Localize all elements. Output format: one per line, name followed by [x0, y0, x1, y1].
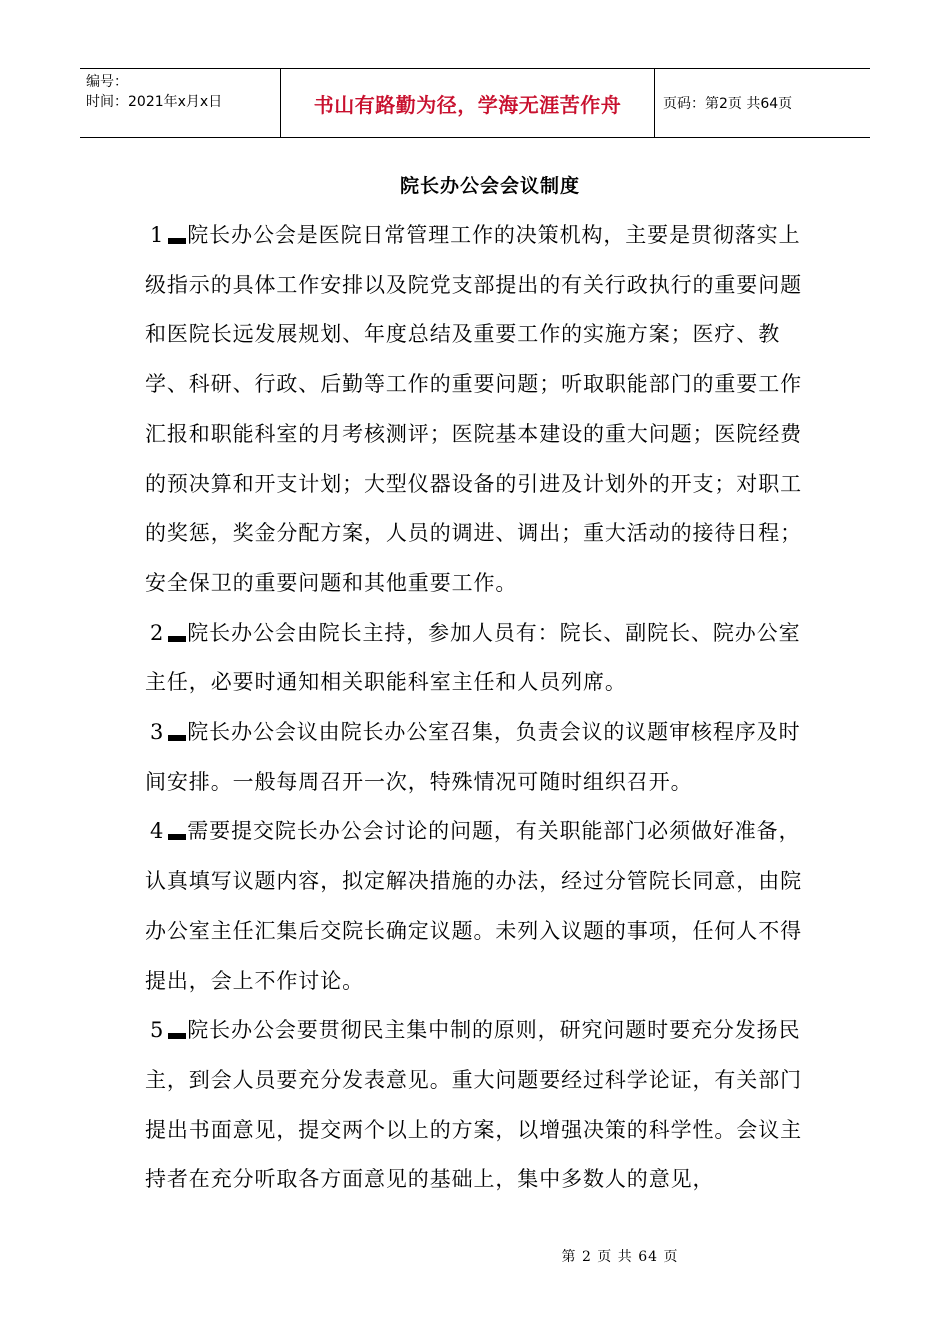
paragraph-item-5	[145, 1006, 810, 1205]
item-text: 院长办公会要贯彻民主集中制的原则，研究问题时要充分发扬民主，到会人员要充分发表意见。重大问题要经过科学论证，有关部门提出书面意见，提交两个以上的方案，以增强决策的科学性。会议主持者在充分听取各方面意见的基础上，集中多数人的意见，	[145, 1018, 802, 1192]
paragraph-item-2	[145, 609, 810, 708]
item-dash-mark	[168, 636, 186, 642]
item-number: 1	[150, 223, 165, 247]
header-meta-cell	[80, 69, 281, 137]
paragraph-item-1	[145, 211, 810, 609]
header-page-code: 页码：第2页 共64页	[663, 96, 793, 112]
document-title: 院长办公会会议制度	[399, 175, 580, 197]
item-dash-mark	[168, 834, 186, 840]
item-text: 院长办公会由院长主持，参加人员有：院长、副院长、院办公室主任，必要时通知相关职能科室主任和人员列席。	[145, 620, 801, 695]
item-text: 院长办公会议由院长办公室召集，负责会议的议题审核程序及时间安排。一般每周召开一次，特殊情况可随时组织召开。	[145, 720, 801, 794]
item-number: 4	[150, 819, 165, 844]
item-number: 3	[150, 720, 165, 745]
page-header	[80, 68, 870, 138]
item-dash-mark	[168, 1033, 186, 1039]
page-footer: 第 2 页 共 64 页	[561, 1249, 679, 1265]
serial-number-label: 编号：	[86, 74, 128, 90]
paragraph-item-4	[145, 807, 810, 1006]
item-number: 2	[150, 620, 165, 645]
item-dash-mark	[168, 735, 186, 741]
header-motto: 书山有路勤为径，学海无涯苦作舟	[281, 69, 655, 137]
item-text: 需要提交院长办公会讨论的问题，有关职能部门必须做好准备，认真填写议题内容，拟定解决措施的办法，经过分管院长同意，由院办公室主任汇集后交院长确定议题。未列入议题的事项，任何人不得提出，会上不作讨论。	[145, 819, 802, 993]
item-dash-mark	[168, 238, 186, 244]
document-body	[145, 211, 810, 1205]
item-text: 院长办公会是医院日常管理工作的决策机构，主要是贯彻落实上级指示的具体工作安排以及院党支部提出的有关行政执行的重要问题和医院长远发展规划、年度总结及重要工作的实施方案；医疗、教学、科研、行政、后勤等工作的重要问题；听取职能部门的重要工作汇报和职能科室的月考核测评；医院基本建设的重大问题；医院经费的预决算和开支计划；大型仪器设备的引进及计划外的开支；对职工的奖惩，奖金分配方案，人员的调进、调出；重大活动的接待日程；安全保卫的重要问题和其他重要工作。	[145, 223, 802, 595]
item-number: 5	[150, 1018, 165, 1043]
date-label: 时间：2021年x月x日	[86, 94, 223, 110]
paragraph-item-3	[145, 708, 810, 807]
